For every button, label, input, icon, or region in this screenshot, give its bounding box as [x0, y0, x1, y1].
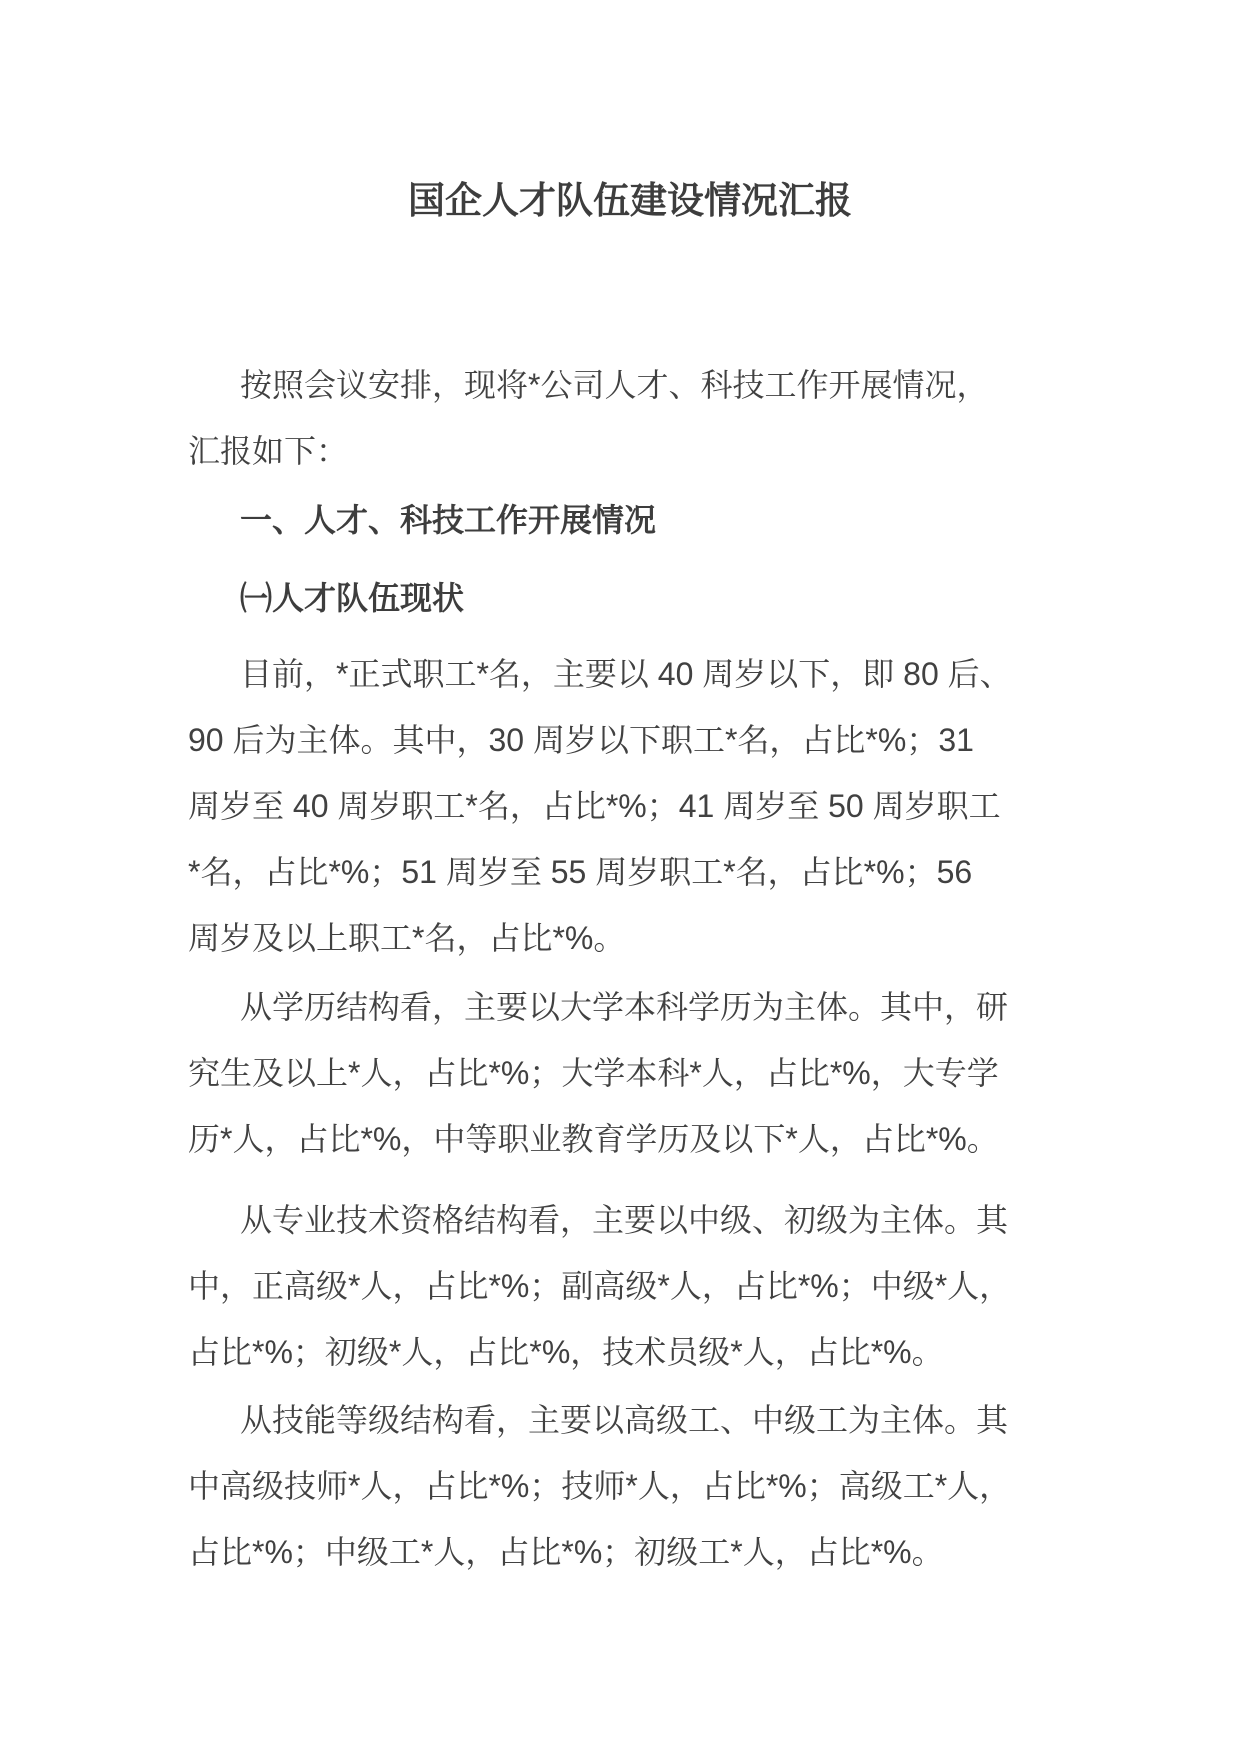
paragraph-professional-title-structure	[188, 1187, 1072, 1385]
paragraph-skill-level-structure	[188, 1387, 1072, 1585]
text-line: 中，正高级*人，占比*%；副高级*人，占比*%；中级*人，	[188, 1268, 1012, 1304]
text-line: 周岁及以上职工*名，占比*%。	[188, 920, 626, 956]
paragraph-education-structure	[188, 974, 1072, 1172]
paragraph-intro	[188, 352, 1072, 484]
text-line: 从学历结构看，主要以大学本科学历为主体。其中，研	[240, 989, 1009, 1025]
paragraph-age-structure	[188, 641, 1072, 971]
text-line: 目前，*正式职工*名，主要以 40 周岁以下，即 80 后、	[240, 656, 1012, 692]
text-line: 历*人，占比*%，中等职业教育学历及以下*人，占比*%。	[188, 1121, 999, 1157]
section-heading: 一、人才、科技工作开展情况	[240, 502, 657, 538]
text-line: 从技能等级结构看，主要以高级工、中级工为主体。其	[240, 1402, 1009, 1438]
text-line: *名，占比*%；51 周岁至 55 周岁职工*名，占比*%；56	[188, 854, 973, 890]
text-line: 占比*%；中级工*人，占比*%；初级工*人，占比*%。	[188, 1534, 944, 1570]
text-line: 汇报如下：	[188, 433, 349, 469]
text-line: 从专业技术资格结构看，主要以中级、初级为主体。其	[240, 1202, 1009, 1238]
text-line: 中高级技师*人，占比*%；技师*人，占比*%；高级工*人，	[188, 1468, 1012, 1504]
text-line: 周岁至 40 周岁职工*名，占比*%；41 周岁至 50 周岁职工	[188, 788, 1001, 824]
text-line: 究生及以上*人，占比*%；大学本科*人，占比*%，大专学	[188, 1055, 999, 1091]
text-line: 按照会议安排，现将*公司人才、科技工作开展情况，	[240, 367, 989, 403]
text-line: 90 后为主体。其中，30 周岁以下职工*名，占比*%；31	[188, 722, 974, 758]
document-title: 国企人才队伍建设情况汇报	[408, 180, 852, 221]
text-line: 占比*%；初级*人，占比*%，技术员级*人，占比*%。	[188, 1334, 944, 1370]
subsection-heading: ㈠人才队伍现状	[240, 580, 465, 616]
